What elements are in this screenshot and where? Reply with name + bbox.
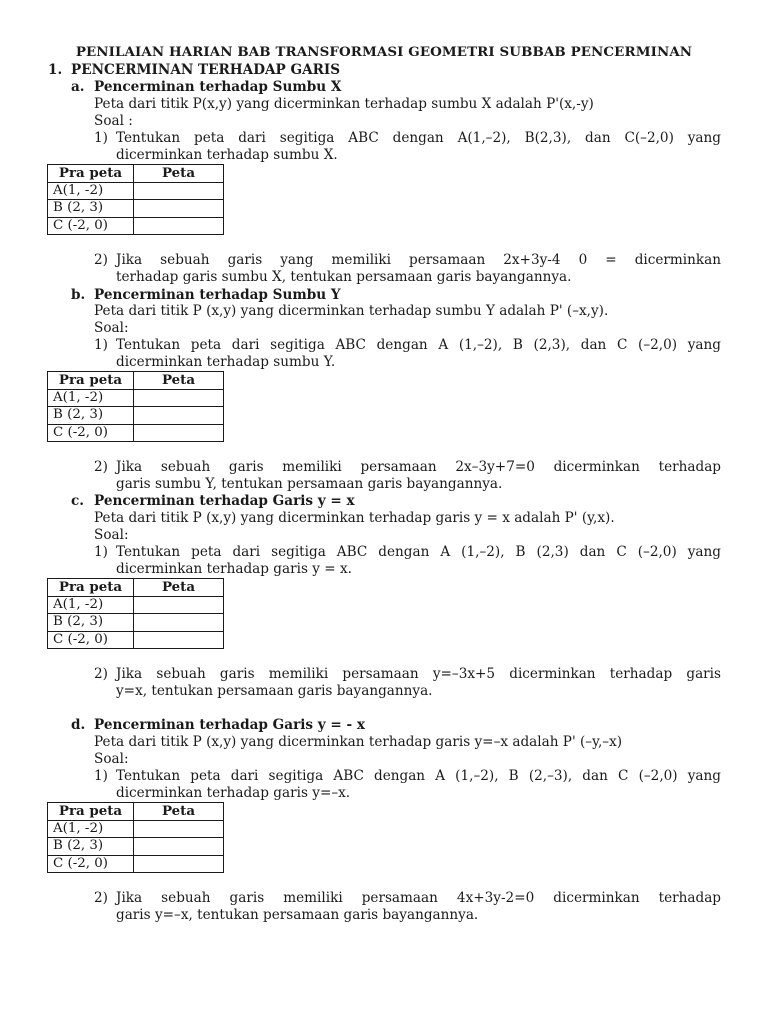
table-row	[48, 838, 224, 856]
table-cell-peta[interactable]	[134, 614, 224, 632]
table-row	[48, 424, 224, 442]
table-row	[48, 631, 224, 649]
subsection-b-question-2	[94, 459, 721, 493]
subsection-letter: b.	[71, 287, 86, 303]
table-cell-peta[interactable]	[134, 200, 224, 218]
section-heading-text: PENCERMINAN TERHADAP GARIS	[71, 62, 341, 78]
question-text-line-2: dicerminkan terhadap sumbu Y.	[116, 354, 336, 370]
table-cell-pra-peta: B (2, 3)	[48, 200, 134, 218]
table-cell-pra-peta: A(1, -2)	[48, 596, 134, 614]
question-text-line-1: Tentukan peta dari segitiga ABC dengan A (1,–2), B (2,3) dan C (–2,0) yang	[116, 544, 721, 560]
subsection-b-heading	[71, 287, 341, 304]
subsection-c-heading	[71, 493, 355, 510]
table-cell-peta[interactable]	[134, 217, 224, 235]
subsection-c-rule: Peta dari titik P (x,y) yang dicerminkan terhadap garis y = x adalah P' (y,x).	[94, 510, 615, 526]
subsection-d-question-1	[94, 768, 721, 802]
table-row	[48, 182, 224, 200]
question-number: 1)	[94, 768, 108, 784]
subsection-heading-text: Pencerminan terhadap Sumbu X	[94, 79, 342, 95]
section-number: 1.	[48, 62, 63, 78]
question-text-line-2: terhadap garis sumbu X, tentukan persamaan garis bayangannya.	[116, 269, 572, 285]
table-cell-peta[interactable]	[134, 182, 224, 200]
table-cell-pra-peta: A(1, -2)	[48, 182, 134, 200]
subsection-d-question-2	[94, 890, 721, 924]
subsection-d-rule: Peta dari titik P (x,y) yang dicerminkan terhadap garis y=–x adalah P' (–y,–x)	[94, 734, 623, 750]
question-number: 1)	[94, 544, 108, 560]
table-cell-pra-peta: C (-2, 0)	[48, 217, 134, 235]
table-cell-peta[interactable]	[134, 424, 224, 442]
table-header-row	[48, 579, 224, 597]
question-number: 2)	[94, 459, 108, 475]
question-text-line-2: dicerminkan terhadap garis y = x.	[116, 561, 352, 577]
table-cell-pra-peta: C (-2, 0)	[48, 855, 134, 873]
subsection-a-soal-label: Soal :	[94, 113, 133, 129]
table-row	[48, 855, 224, 873]
subsection-heading-text: Pencerminan terhadap Garis y = - x	[94, 717, 366, 733]
table-cell-peta[interactable]	[134, 407, 224, 425]
table-header-row	[48, 372, 224, 390]
question-number: 2)	[94, 890, 108, 906]
question-text-line-2: dicerminkan terhadap garis y=–x.	[116, 785, 351, 801]
table-cell-pra-peta: A(1, -2)	[48, 820, 134, 838]
subsection-c-question-2	[94, 666, 721, 700]
table-header-peta: Peta	[134, 165, 224, 183]
subsection-c-soal-label: Soal:	[94, 527, 129, 543]
subsection-d-mapping-table	[47, 802, 224, 873]
table-cell-peta[interactable]	[134, 855, 224, 873]
table-header-pra-peta: Pra peta	[48, 372, 134, 390]
subsection-letter: a.	[71, 79, 85, 95]
subsection-a-mapping-table	[47, 164, 224, 235]
table-header-row	[48, 803, 224, 821]
subsection-c-question-1	[94, 544, 721, 578]
table-cell-pra-peta: B (2, 3)	[48, 614, 134, 632]
table-header-pra-peta: Pra peta	[48, 803, 134, 821]
question-text-line-1: Jika sebuah garis yang memiliki persamaan 2x+3y-4 0 = dicerminkan	[116, 252, 721, 268]
subsection-letter: d.	[71, 717, 86, 733]
subsection-b-question-1	[94, 337, 721, 371]
subsection-a-rule: Peta dari titik P(x,y) yang dicerminkan terhadap sumbu X adalah P'(x,-y)	[94, 96, 594, 112]
table-cell-peta[interactable]	[134, 838, 224, 856]
subsection-letter: c.	[71, 493, 85, 509]
table-cell-pra-peta: C (-2, 0)	[48, 424, 134, 442]
question-text-line-1: Jika sebuah garis memiliki persamaan 2x–3y+7=0 dicerminkan terhadap	[116, 459, 721, 475]
table-row	[48, 614, 224, 632]
table-row	[48, 217, 224, 235]
table-cell-pra-peta: B (2, 3)	[48, 838, 134, 856]
table-cell-peta[interactable]	[134, 820, 224, 838]
subsection-b-rule: Peta dari titik P (x,y) yang dicerminkan terhadap sumbu Y adalah P' (–x,y).	[94, 303, 609, 319]
question-text-line-2: garis y=–x, tentukan persamaan garis bayangannya.	[116, 907, 479, 923]
table-row	[48, 407, 224, 425]
question-number: 1)	[94, 130, 108, 146]
question-text-line-1: Jika sebuah garis memiliki persamaan y=–3x+5 dicerminkan terhadap garis	[116, 666, 721, 682]
subsection-a-question-1	[94, 130, 721, 164]
subsection-heading-text: Pencerminan terhadap Garis y = x	[94, 493, 355, 509]
table-cell-peta[interactable]	[134, 596, 224, 614]
question-text-line-2: dicerminkan terhadap sumbu X.	[116, 147, 338, 163]
question-number: 2)	[94, 666, 108, 682]
question-text-line-1: Tentukan peta dari segitiga ABC dengan A (1,–2), B (2,–3), dan C (–2,0) yang	[116, 768, 721, 784]
table-header-row	[48, 165, 224, 183]
subsection-heading-text: Pencerminan terhadap Sumbu Y	[94, 287, 341, 303]
table-header-peta: Peta	[134, 803, 224, 821]
question-text-line-2: y=x, tentukan persamaan garis bayangannya.	[116, 683, 433, 699]
subsection-a-heading	[71, 79, 341, 96]
table-cell-pra-peta: C (-2, 0)	[48, 631, 134, 649]
section-heading	[48, 62, 340, 79]
table-row	[48, 596, 224, 614]
table-cell-pra-peta: B (2, 3)	[48, 407, 134, 425]
table-row	[48, 200, 224, 218]
table-header-peta: Peta	[134, 372, 224, 390]
subsection-b-mapping-table	[47, 371, 224, 442]
question-text-line-2: garis sumbu Y, tentukan persamaan garis bayangannya.	[116, 476, 503, 492]
table-header-pra-peta: Pra peta	[48, 579, 134, 597]
table-header-pra-peta: Pra peta	[48, 165, 134, 183]
question-text-line-1: Jika sebuah garis memiliki persamaan 4x+3y-2=0 dicerminkan terhadap	[116, 890, 721, 906]
subsection-d-soal-label: Soal:	[94, 751, 129, 767]
subsection-c-mapping-table	[47, 578, 224, 649]
table-header-peta: Peta	[134, 579, 224, 597]
subsection-a-question-2	[94, 252, 721, 286]
table-cell-peta[interactable]	[134, 389, 224, 407]
subsection-b-soal-label: Soal:	[94, 320, 129, 336]
subsection-d-heading	[71, 717, 365, 734]
table-row	[48, 820, 224, 838]
question-text-line-1: Tentukan peta dari segitiga ABC dengan A(1,–2), B(2,3), dan C(–2,0) yang	[116, 130, 721, 146]
question-number: 2)	[94, 252, 108, 268]
table-cell-peta[interactable]	[134, 631, 224, 649]
table-cell-pra-peta: A(1, -2)	[48, 389, 134, 407]
page-title: PENILAIAN HARIAN BAB TRANSFORMASI GEOMETRI SUBBAB PENCERMINAN	[75, 44, 693, 60]
question-number: 1)	[94, 337, 108, 353]
question-text-line-1: Tentukan peta dari segitiga ABC dengan A (1,–2), B (2,3), dan C (–2,0) yang	[116, 337, 721, 353]
table-row	[48, 389, 224, 407]
